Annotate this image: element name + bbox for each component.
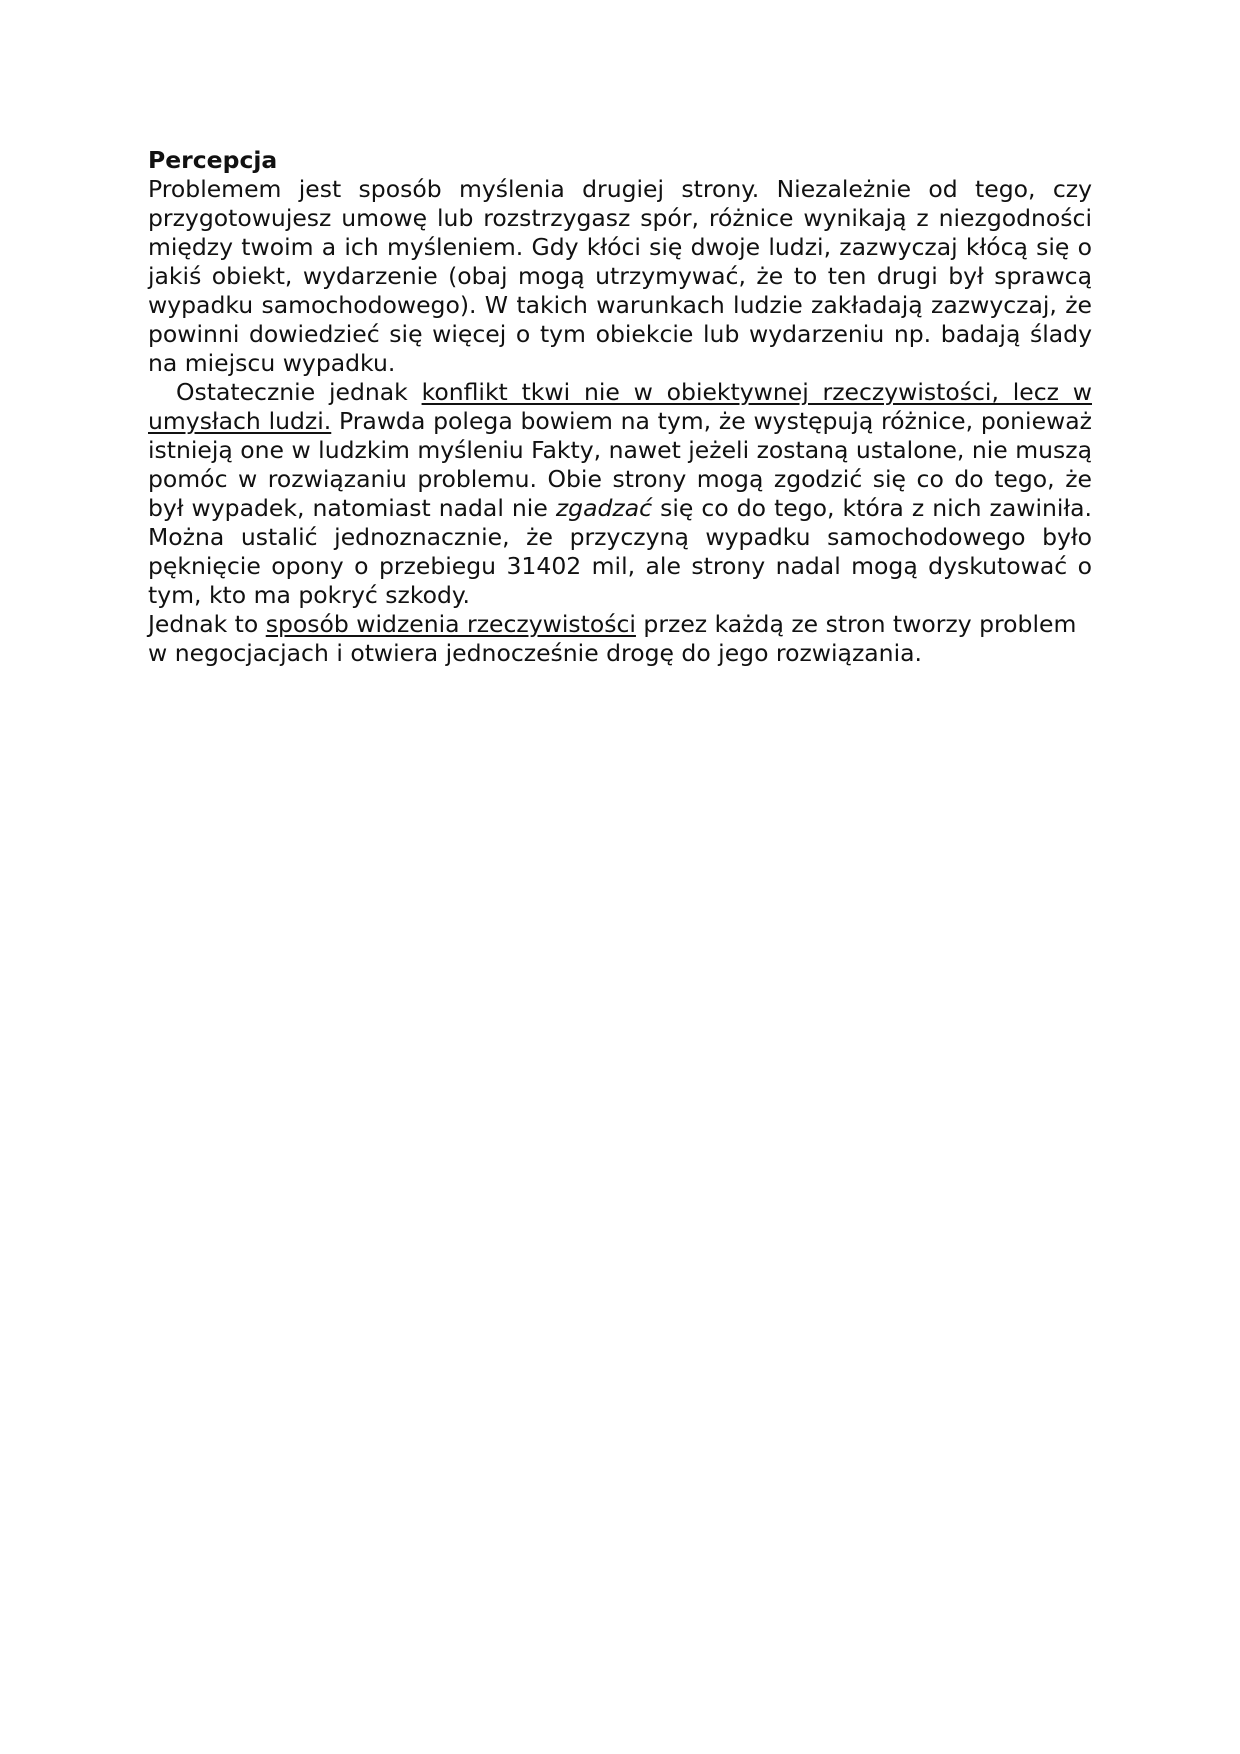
paragraph-3-tail: przez każdą ze stron tworzy problem w negocjacjach i otwiera jednocześnie drogę do jego rozwiązania. bbox=[148, 610, 1077, 667]
paragraph-2-underlined-text: konflikt tkwi nie w obiektywnej rzeczywistości, lecz w umysłach ludzi. bbox=[148, 378, 1092, 435]
paragraph-2-tail: się co do tego, która z nich zawiniła. Można ustalić jednoznacznie, że przyczyną wypadku samochodowego było pęknięcie opony o przebiegu 31402 mil, ale strony nadal mogą dyskutować o tym, kto ma pokryć szkody. bbox=[148, 494, 1092, 609]
paragraph-2-lead: Ostatecznie jednak bbox=[176, 378, 422, 406]
paragraph-1: Problemem jest sposób myślenia drugiej strony. Niezależnie od tego, czy przygotowujesz umowę lub rozstrzygasz spór, różnice wynikają z niezgodności między twoim a ich myśleniem. Gdy kłóci się dwoje ludzi, zazwyczaj kłócą się o jakiś obiekt, wydarzenie (obaj mogą utrzymywać, że to ten drugi był sprawcą wypadku samochodowego). W takich warunkach ludzie zakładają zazwyczaj, że powinni dowiedzieć się więcej o tym obiekcie lub wydarzeniu np. badają ślady na miejscu wypadku. bbox=[148, 175, 1092, 377]
paragraph-2-italic-text: zgadzać bbox=[555, 494, 653, 522]
paragraph-2 bbox=[148, 378, 1092, 610]
document-title: Percepcja bbox=[148, 146, 278, 174]
paragraph-3-underlined-text: sposób widzenia rzeczywistości bbox=[265, 610, 636, 638]
paragraph-3 bbox=[148, 610, 1092, 668]
document-page bbox=[148, 146, 1092, 668]
paragraph-2-middle: Prawda polega bowiem na tym, że występują różnice, ponieważ istnieją one w ludzkim myśleniu Fakty, nawet jeżeli zostaną ustalone, nie muszą pomóc w rozwiązaniu problemu. Obie strony mogą zgodzić się co do tego, że był wypadek, natomiast nadal nie bbox=[148, 407, 1092, 522]
paragraph-3-lead: Jednak to bbox=[148, 610, 266, 638]
